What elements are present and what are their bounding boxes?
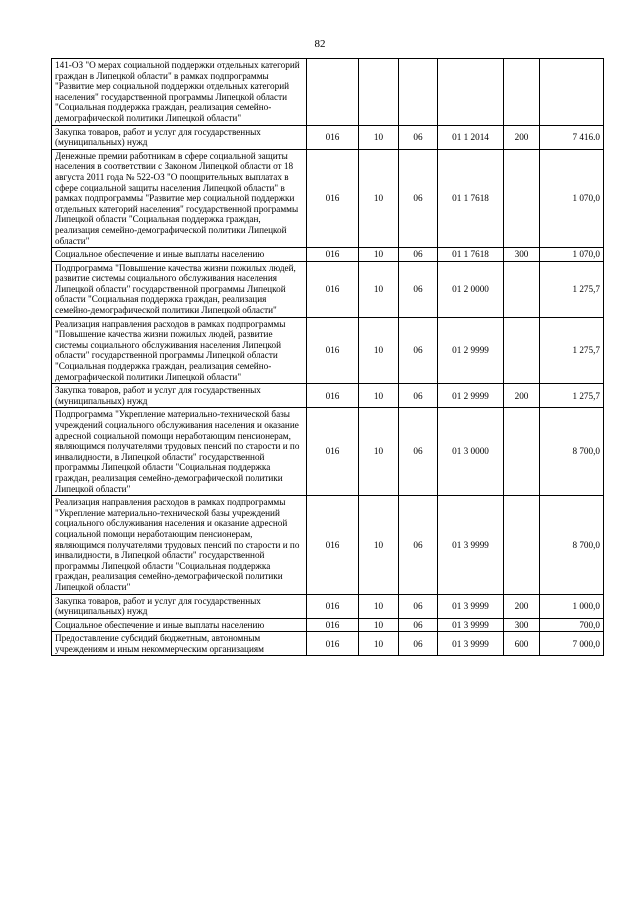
table-row [52, 496, 604, 594]
admin-code: 016 [307, 496, 359, 594]
subsection-code: 06 [399, 248, 438, 262]
subsection-code: 06 [399, 384, 438, 408]
table-row [52, 59, 604, 126]
table-row [52, 248, 604, 262]
expense-type-code [504, 496, 540, 594]
section-code: 10 [359, 618, 399, 632]
amount: 1 275,7 [540, 261, 604, 317]
expense-type-code: 200 [504, 384, 540, 408]
row-description: Закупка товаров, работ и услуг для государственных (муниципальных) нужд [52, 594, 307, 618]
expense-type-code [504, 261, 540, 317]
admin-code: 016 [307, 317, 359, 384]
admin-code: 016 [307, 149, 359, 247]
section-code: 10 [359, 632, 399, 656]
expense-type-code: 200 [504, 594, 540, 618]
admin-code: 016 [307, 408, 359, 496]
table-row [52, 125, 604, 149]
admin-code: 016 [307, 632, 359, 656]
target-item-code: 01 2 0000 [438, 261, 504, 317]
expense-type-code: 300 [504, 248, 540, 262]
table-row [52, 317, 604, 384]
section-code: 10 [359, 408, 399, 496]
budget-table [51, 58, 604, 656]
section-code: 10 [359, 317, 399, 384]
subsection-code: 06 [399, 408, 438, 496]
expense-type-code [504, 149, 540, 247]
target-item-code: 01 3 9999 [438, 496, 504, 594]
row-description: Предоставление субсидий бюджетным, автономным учреждениям и иным некоммерческим организациям [52, 632, 307, 656]
table-row [52, 408, 604, 496]
row-description: 141-ОЗ "О мерах социальной поддержки отдельных категорий граждан в Липецкой области" в рамках подпрограммы "Развитие мер социальной поддержки отдельных категорий населения" государственной программы Липецкой области "Социальная поддержка граждан, реализация семейно-демографической политики Липецкой области" [52, 59, 307, 126]
amount [540, 59, 604, 126]
row-description: Социальное обеспечение и иные выплаты населению [52, 248, 307, 262]
table-row [52, 384, 604, 408]
target-item-code: 01 1 2014 [438, 125, 504, 149]
admin-code: 016 [307, 125, 359, 149]
page-number: 82 [314, 38, 326, 50]
subsection-code: 06 [399, 618, 438, 632]
table-row [52, 261, 604, 317]
expense-type-code: 200 [504, 125, 540, 149]
expense-type-code [504, 317, 540, 384]
target-item-code [438, 59, 504, 126]
admin-code: 016 [307, 261, 359, 317]
subsection-code: 06 [399, 496, 438, 594]
amount: 1 070,0 [540, 149, 604, 247]
table-row [52, 149, 604, 247]
table-row [52, 594, 604, 618]
target-item-code: 01 3 0000 [438, 408, 504, 496]
target-item-code: 01 2 9999 [438, 317, 504, 384]
amount: 7 416.0 [540, 125, 604, 149]
admin-code: 016 [307, 594, 359, 618]
table-row [52, 632, 604, 656]
row-description: Закупка товаров, работ и услуг для государственных (муниципальных) нужд [52, 125, 307, 149]
admin-code: 016 [307, 248, 359, 262]
amount: 8 700,0 [540, 496, 604, 594]
subsection-code: 06 [399, 149, 438, 247]
section-code: 10 [359, 496, 399, 594]
row-description: Реализация направления расходов в рамках подпрограммы "Укрепление материально-технической базы учреждений социального обслуживания населения и оказание адресной социальной помощи неработающим пенсионерам, являющимся получателями трудовых пенсий по старости и по инвалидности, в Липецкой области" государственной программы Липецкой области "Социальная поддержка граждан, реализация семейно-демографической политики Липецкой области" [52, 496, 307, 594]
section-code [359, 59, 399, 126]
target-item-code: 01 3 9999 [438, 618, 504, 632]
section-code: 10 [359, 384, 399, 408]
row-description: Закупка товаров, работ и услуг для государственных (муниципальных) нужд [52, 384, 307, 408]
expense-type-code: 300 [504, 618, 540, 632]
subsection-code: 06 [399, 317, 438, 384]
admin-code: 016 [307, 618, 359, 632]
row-description: Подпрограмма "Укрепление материально-технической базы учреждений социального обслуживания населения и оказание адресной социальной помощи неработающим пенсионерам, являющимся получателями трудовых пенсий по старости и по инвалидности, в Липецкой области" государственной программы Липецкой области "Социальная поддержка граждан, реализация семейно-демографической политики Липецкой области" [52, 408, 307, 496]
amount: 7 000,0 [540, 632, 604, 656]
table-row [52, 618, 604, 632]
row-description: Подпрограмма "Повышение качества жизни пожилых людей, развитие системы социального обслуживания населения Липецкой области" государственной программы Липецкой области "Социальная поддержка граждан, реализация семейно-демографической политики Липецкой области" [52, 261, 307, 317]
section-code: 10 [359, 149, 399, 247]
subsection-code: 06 [399, 594, 438, 618]
row-description: Денежные премии работникам в сфере социальной защиты населения в соответствии с Законом Липецкой области от 18 августа 2011 года № 522-ОЗ "О поощрительных выплатах в сфере социальной защиты населения Липецкой области" в рамках подпрограммы "Развитие мер социальной поддержки отдельных категорий населения" государственной программы Липецкой области "Социальная поддержка граждан, реализация семейно-демографической политики Липецкой области" [52, 149, 307, 247]
amount: 8 700,0 [540, 408, 604, 496]
subsection-code [399, 59, 438, 126]
row-description: Реализация направления расходов в рамках подпрограммы "Повышение качества жизни пожилых людей, развитие системы социального обслуживания населения Липецкой области" государственной программы Липецкой области "Социальная поддержка граждан, реализация семейно-демографической политики Липецкой области" [52, 317, 307, 384]
target-item-code: 01 3 9999 [438, 594, 504, 618]
expense-type-code [504, 408, 540, 496]
expense-type-code [504, 59, 540, 126]
subsection-code: 06 [399, 125, 438, 149]
amount: 1 070,0 [540, 248, 604, 262]
row-description: Социальное обеспечение и иные выплаты населению [52, 618, 307, 632]
amount: 1 275,7 [540, 384, 604, 408]
admin-code: 016 [307, 384, 359, 408]
amount: 1 000,0 [540, 594, 604, 618]
budget-table-body [52, 59, 604, 656]
target-item-code: 01 3 9999 [438, 632, 504, 656]
amount: 1 275,7 [540, 317, 604, 384]
target-item-code: 01 1 7618 [438, 248, 504, 262]
amount: 700,0 [540, 618, 604, 632]
subsection-code: 06 [399, 261, 438, 317]
subsection-code: 06 [399, 632, 438, 656]
section-code: 10 [359, 248, 399, 262]
section-code: 10 [359, 261, 399, 317]
target-item-code: 01 1 7618 [438, 149, 504, 247]
expense-type-code: 600 [504, 632, 540, 656]
section-code: 10 [359, 594, 399, 618]
section-code: 10 [359, 125, 399, 149]
target-item-code: 01 2 9999 [438, 384, 504, 408]
admin-code [307, 59, 359, 126]
